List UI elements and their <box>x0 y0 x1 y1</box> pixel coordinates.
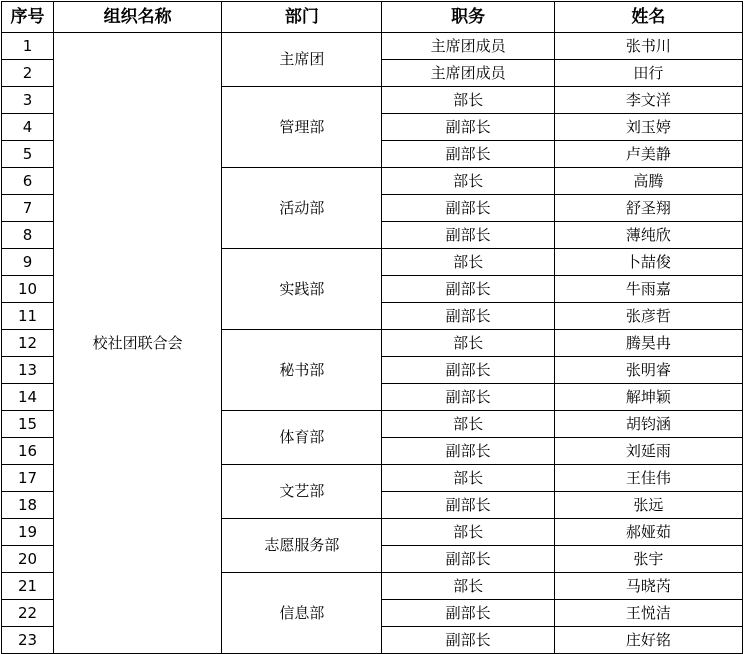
cell-index: 11 <box>2 303 54 330</box>
cell-index: 16 <box>2 438 54 465</box>
cell-department: 体育部 <box>222 411 382 465</box>
column-header-department: 部门 <box>222 2 382 33</box>
cell-department: 志愿服务部 <box>222 519 382 573</box>
cell-name: 张书川 <box>554 33 742 60</box>
table-header <box>2 2 743 33</box>
cell-role: 副部长 <box>382 114 554 141</box>
cell-name: 腾昊冉 <box>554 330 742 357</box>
cell-name: 张彦哲 <box>554 303 742 330</box>
table-row <box>2 33 743 60</box>
cell-index: 21 <box>2 573 54 600</box>
cell-index: 10 <box>2 276 54 303</box>
cell-role: 副部长 <box>382 303 554 330</box>
cell-index: 1 <box>2 33 54 60</box>
column-header-index: 序号 <box>2 2 54 33</box>
header-row <box>2 2 743 33</box>
cell-index: 2 <box>2 60 54 87</box>
cell-index: 22 <box>2 600 54 627</box>
cell-department: 文艺部 <box>222 465 382 519</box>
cell-name: 马晓芮 <box>554 573 742 600</box>
cell-index: 9 <box>2 249 54 276</box>
cell-role: 副部长 <box>382 276 554 303</box>
cell-name: 张明睿 <box>554 357 742 384</box>
cell-name: 解坤颖 <box>554 384 742 411</box>
cell-name: 牛雨嘉 <box>554 276 742 303</box>
cell-role: 部长 <box>382 330 554 357</box>
column-header-organization: 组织名称 <box>54 2 222 33</box>
cell-name: 田行 <box>554 60 742 87</box>
cell-name: 郝娅茹 <box>554 519 742 546</box>
cell-index: 8 <box>2 222 54 249</box>
cell-role: 副部长 <box>382 384 554 411</box>
cell-role: 副部长 <box>382 546 554 573</box>
cell-name: 刘玉婷 <box>554 114 742 141</box>
cell-role: 主席团成员 <box>382 60 554 87</box>
cell-role: 部长 <box>382 573 554 600</box>
cell-department: 实践部 <box>222 249 382 330</box>
cell-name: 刘延雨 <box>554 438 742 465</box>
cell-index: 7 <box>2 195 54 222</box>
cell-name: 胡钧涵 <box>554 411 742 438</box>
cell-name: 高腾 <box>554 168 742 195</box>
cell-role: 部长 <box>382 249 554 276</box>
cell-index: 6 <box>2 168 54 195</box>
cell-name: 王佳伟 <box>554 465 742 492</box>
member-roster-table <box>1 1 743 654</box>
cell-role: 部长 <box>382 519 554 546</box>
cell-role: 副部长 <box>382 195 554 222</box>
cell-role: 副部长 <box>382 627 554 654</box>
cell-name: 薄纯欣 <box>554 222 742 249</box>
cell-name: 卢美静 <box>554 141 742 168</box>
cell-name: 卜喆俊 <box>554 249 742 276</box>
cell-index: 18 <box>2 492 54 519</box>
cell-index: 3 <box>2 87 54 114</box>
cell-role: 副部长 <box>382 600 554 627</box>
cell-role: 部长 <box>382 87 554 114</box>
cell-role: 副部长 <box>382 492 554 519</box>
cell-name: 庄好铭 <box>554 627 742 654</box>
cell-role: 副部长 <box>382 222 554 249</box>
cell-department: 主席团 <box>222 33 382 87</box>
cell-role: 主席团成员 <box>382 33 554 60</box>
cell-index: 19 <box>2 519 54 546</box>
cell-role: 副部长 <box>382 141 554 168</box>
cell-index: 5 <box>2 141 54 168</box>
cell-index: 14 <box>2 384 54 411</box>
cell-name: 张宇 <box>554 546 742 573</box>
cell-role: 部长 <box>382 168 554 195</box>
cell-name: 舒圣翔 <box>554 195 742 222</box>
cell-role: 部长 <box>382 465 554 492</box>
cell-department: 管理部 <box>222 87 382 168</box>
cell-name: 张远 <box>554 492 742 519</box>
cell-index: 17 <box>2 465 54 492</box>
cell-role: 部长 <box>382 411 554 438</box>
cell-index: 13 <box>2 357 54 384</box>
cell-role: 副部长 <box>382 438 554 465</box>
cell-index: 4 <box>2 114 54 141</box>
cell-name: 王悦洁 <box>554 600 742 627</box>
cell-index: 20 <box>2 546 54 573</box>
cell-index: 23 <box>2 627 54 654</box>
table-body <box>2 33 743 654</box>
cell-index: 15 <box>2 411 54 438</box>
cell-name: 李文洋 <box>554 87 742 114</box>
column-header-name: 姓名 <box>554 2 742 33</box>
cell-organization: 校社团联合会 <box>54 33 222 654</box>
cell-role: 副部长 <box>382 357 554 384</box>
cell-department: 信息部 <box>222 573 382 654</box>
cell-department: 秘书部 <box>222 330 382 411</box>
column-header-role: 职务 <box>382 2 554 33</box>
cell-index: 12 <box>2 330 54 357</box>
cell-department: 活动部 <box>222 168 382 249</box>
